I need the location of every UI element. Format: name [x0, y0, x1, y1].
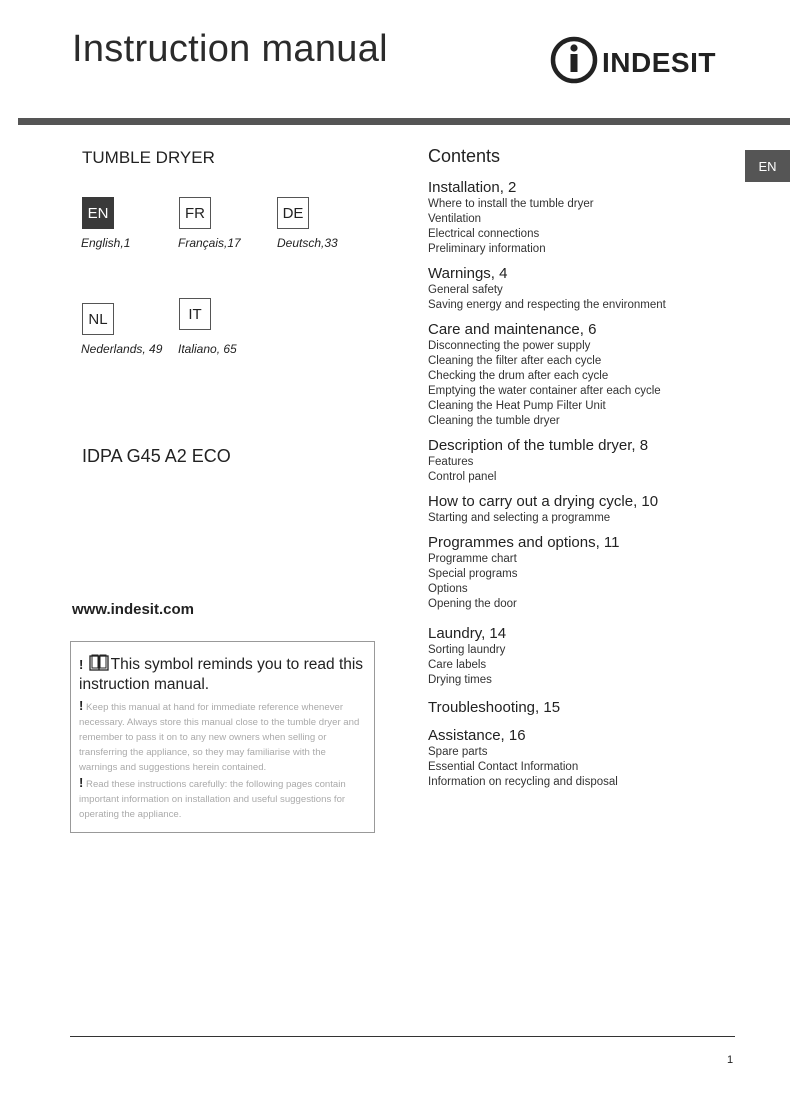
section-item[interactable]: Electrical connections	[428, 228, 540, 240]
model-number: IDPA G45 A2 ECO	[82, 446, 231, 466]
section-item[interactable]: Options	[428, 583, 468, 595]
table-of-contents	[428, 146, 738, 797]
section-item[interactable]: Features	[428, 456, 474, 468]
notice-body	[79, 698, 366, 822]
language-code-en: EN	[82, 197, 114, 229]
indesit-logo-icon	[550, 34, 740, 86]
footer-divider	[70, 1036, 735, 1037]
language-code-de: DE	[277, 197, 309, 229]
section-item[interactable]: Ventilation	[428, 213, 482, 225]
section-title[interactable]: Care and maintenance, 6	[428, 321, 597, 338]
language-tab: EN	[745, 150, 790, 182]
section-title[interactable]: Laundry, 14	[428, 625, 507, 642]
language-label-nl: Nederlands, 49	[81, 342, 163, 356]
contents-section-installation	[428, 178, 738, 257]
svg-text:INDESIT: INDESIT	[602, 47, 716, 78]
product-type: TUMBLE DRYER	[82, 148, 215, 167]
language-label-fr: Français,17	[178, 236, 241, 250]
section-item[interactable]: Special programs	[428, 568, 518, 580]
contents-section-care	[428, 320, 738, 429]
warning-mark: !	[79, 775, 84, 790]
section-title[interactable]: Troubleshooting, 15	[428, 699, 561, 716]
section-item[interactable]: Starting and selecting a programme	[428, 512, 611, 524]
header-divider	[18, 118, 790, 125]
page-number: 1	[727, 1054, 734, 1066]
contents-section-laundry	[428, 624, 738, 688]
notice-headline-row	[79, 654, 366, 694]
section-item[interactable]: General safety	[428, 284, 503, 296]
contents-section-drying-cycle	[428, 492, 738, 526]
language-code-fr: FR	[179, 197, 211, 229]
website-link[interactable]: www.indesit.com	[72, 601, 194, 618]
notice-paragraph	[79, 775, 366, 822]
section-item[interactable]: Sorting laundry	[428, 644, 506, 656]
section-item[interactable]: Where to install the tumble dryer	[428, 198, 594, 210]
warning-mark: !	[79, 657, 84, 672]
section-title[interactable]: Assistance, 16	[428, 727, 526, 744]
brand-logo	[550, 34, 740, 86]
language-code-nl: NL	[82, 303, 114, 335]
language-label-it: Italiano, 65	[178, 342, 237, 356]
notice-paragraph	[79, 698, 366, 775]
section-item[interactable]: Drying times	[428, 674, 492, 686]
section-item[interactable]: Disconnecting the power supply	[428, 340, 591, 352]
section-title[interactable]: How to carry out a drying cycle, 10	[428, 493, 659, 510]
notice-paragraph-text: Read these instructions carefully: the following pages contain important information on installation and useful suggestions for operating the appliance.	[79, 779, 346, 820]
language-code-it: IT	[179, 298, 211, 330]
contents-section-description	[428, 436, 738, 485]
language-label-de: Deutsch,33	[277, 236, 338, 250]
section-item[interactable]: Emptying the water container after each cycle	[428, 385, 661, 397]
language-label-en: English,1	[81, 236, 131, 250]
contents-section-programmes	[428, 533, 738, 612]
section-title[interactable]: Description of the tumble dryer, 8	[428, 437, 649, 454]
section-item[interactable]: Saving energy and respecting the environment	[428, 299, 666, 311]
section-item[interactable]: Cleaning the Heat Pump Filter Unit	[428, 400, 606, 412]
section-item[interactable]: Programme chart	[428, 553, 517, 565]
section-item[interactable]: Essential Contact Information	[428, 761, 579, 773]
section-item[interactable]: Care labels	[428, 659, 487, 671]
contents-section-troubleshooting	[428, 698, 738, 717]
section-title[interactable]: Programmes and options, 11	[428, 534, 620, 551]
section-item[interactable]: Preliminary information	[428, 243, 546, 255]
section-item[interactable]: Cleaning the filter after each cycle	[428, 355, 602, 367]
section-item[interactable]: Opening the door	[428, 598, 517, 610]
notice-headline: This symbol reminds you to read this instruction manual.	[79, 656, 364, 693]
manual-title: Instruction manual	[72, 28, 388, 70]
contents-heading: Contents	[428, 146, 501, 166]
warning-mark: !	[79, 698, 84, 713]
section-title[interactable]: Installation, 2	[428, 179, 517, 196]
manual-notice-box	[70, 641, 375, 833]
section-item[interactable]: Information on recycling and disposal	[428, 776, 618, 788]
contents-section-warnings	[428, 264, 738, 313]
section-item[interactable]: Spare parts	[428, 746, 488, 758]
manual-book-icon	[89, 654, 109, 676]
section-item[interactable]: Cleaning the tumble dryer	[428, 415, 560, 427]
contents-section-assistance	[428, 726, 738, 790]
notice-paragraph-text: Keep this manual at hand for immediate reference whenever necessary. Always store this manual close to the tumble dryer and remember to pass it on to any new owners when selling or transferring the appliance, so they may familiarise with the warnings and suggestions herein contained.	[79, 702, 360, 773]
section-title[interactable]: Warnings, 4	[428, 265, 508, 282]
section-item[interactable]: Checking the drum after each cycle	[428, 370, 609, 382]
section-item[interactable]: Control panel	[428, 471, 497, 483]
